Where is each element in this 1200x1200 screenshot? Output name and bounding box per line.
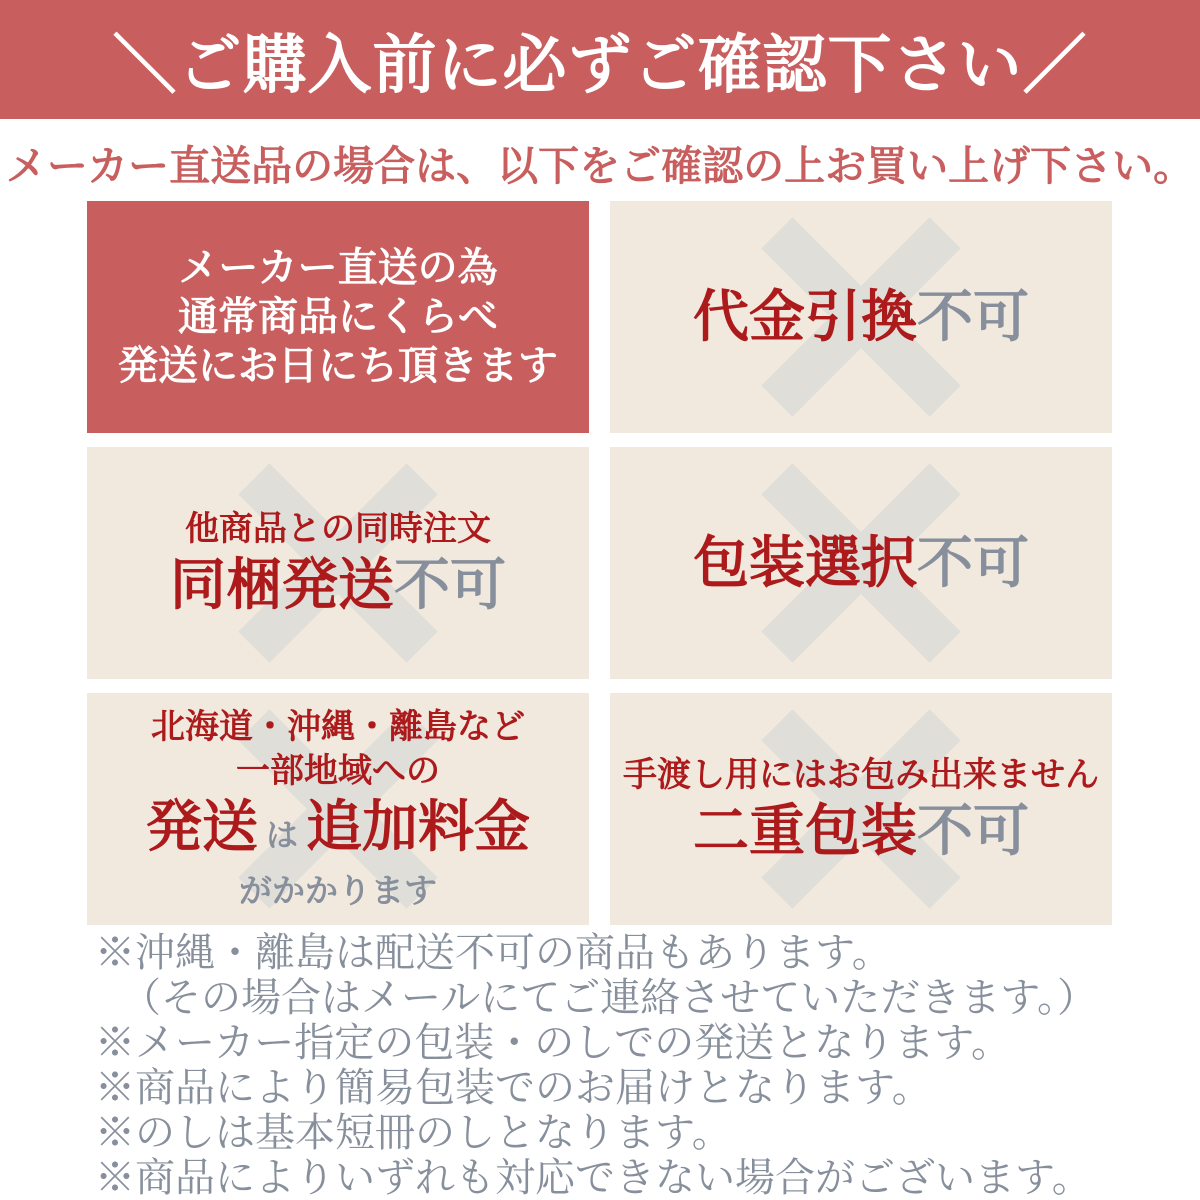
double-wrap-note: 手渡し用にはお包み出来ません (623, 756, 1099, 794)
header-banner (0, 0, 1200, 119)
footnote-okinawa: ※沖縄・離島は配送不可の商品もあります。 (95, 931, 892, 975)
page-title: ＼ご購入前に必ずご確認下さい／ (112, 28, 1088, 101)
bundle-label: 同梱発送 (170, 553, 394, 616)
wrap-selection-box (610, 447, 1112, 679)
footnote-maker-wrapping: ※メーカー指定の包装・のしでの発送となります。 (95, 1021, 1011, 1065)
double-wrap-suffix: 不可 (917, 799, 1029, 862)
remote-area-tail: がかかります (238, 872, 437, 909)
cod-label: 代金引換 (693, 285, 917, 348)
lead-time-text (118, 244, 558, 391)
bundle-note: 他商品との同時注文 (185, 510, 491, 548)
remote-area-note-1: 北海道・沖縄・離島など (150, 708, 525, 746)
lead-time-line-3: 発送にお日にち頂きます (118, 343, 558, 388)
lead-time-line-2: 通常商品にくらべ (178, 294, 498, 339)
remote-area-particle: は (265, 817, 298, 853)
cash-on-delivery-box (610, 201, 1112, 433)
remote-area-big-1: 発送 (145, 795, 258, 858)
remote-area-main-line (146, 793, 530, 869)
remote-area-surcharge-box (87, 693, 589, 925)
footnote-simple-wrapping: ※商品により簡易包装でのお届けとなります。 (95, 1066, 932, 1110)
footnote-not-supported: ※商品によりいずれも対応できない場合がございます。 (95, 1156, 1092, 1200)
wrap-select-suffix: 不可 (917, 531, 1029, 594)
remote-area-note-2: 一部地域への (235, 752, 440, 790)
bundle-suffix: 不可 (394, 553, 506, 616)
double-wrap-label: 二重包装 (693, 799, 917, 862)
notice-grid (87, 201, 1112, 925)
cod-text (693, 283, 1029, 351)
wrap-select-text (693, 529, 1029, 597)
wrap-select-label: 包装選択 (693, 531, 917, 594)
bundle-text (170, 507, 506, 619)
cod-suffix: 不可 (917, 285, 1029, 348)
footnote-noshi: ※のしは基本短冊のしとなります。 (95, 1111, 732, 1155)
remote-area-text (146, 705, 530, 913)
wrap-select-main-line (693, 529, 1029, 597)
remote-area-big-2: 追加料金 (306, 795, 530, 858)
cod-main-line (693, 283, 1029, 351)
lead-time-notice-box (87, 201, 589, 433)
bundle-main-line (170, 551, 506, 619)
lead-time-line-1: メーカー直送の為 (178, 245, 498, 290)
double-wrapping-box (610, 693, 1112, 925)
footnote-email-contact: （その場合はメールにてご連絡させていただきます。） (121, 976, 1097, 1020)
subtitle: メーカー直送品の場合は、以下をご確認の上お買い上げ下さい。 (5, 143, 1195, 189)
bundled-shipping-box (87, 447, 589, 679)
double-wrap-main-line (623, 797, 1099, 865)
double-wrap-text (623, 753, 1099, 865)
footnotes (95, 931, 1185, 1200)
